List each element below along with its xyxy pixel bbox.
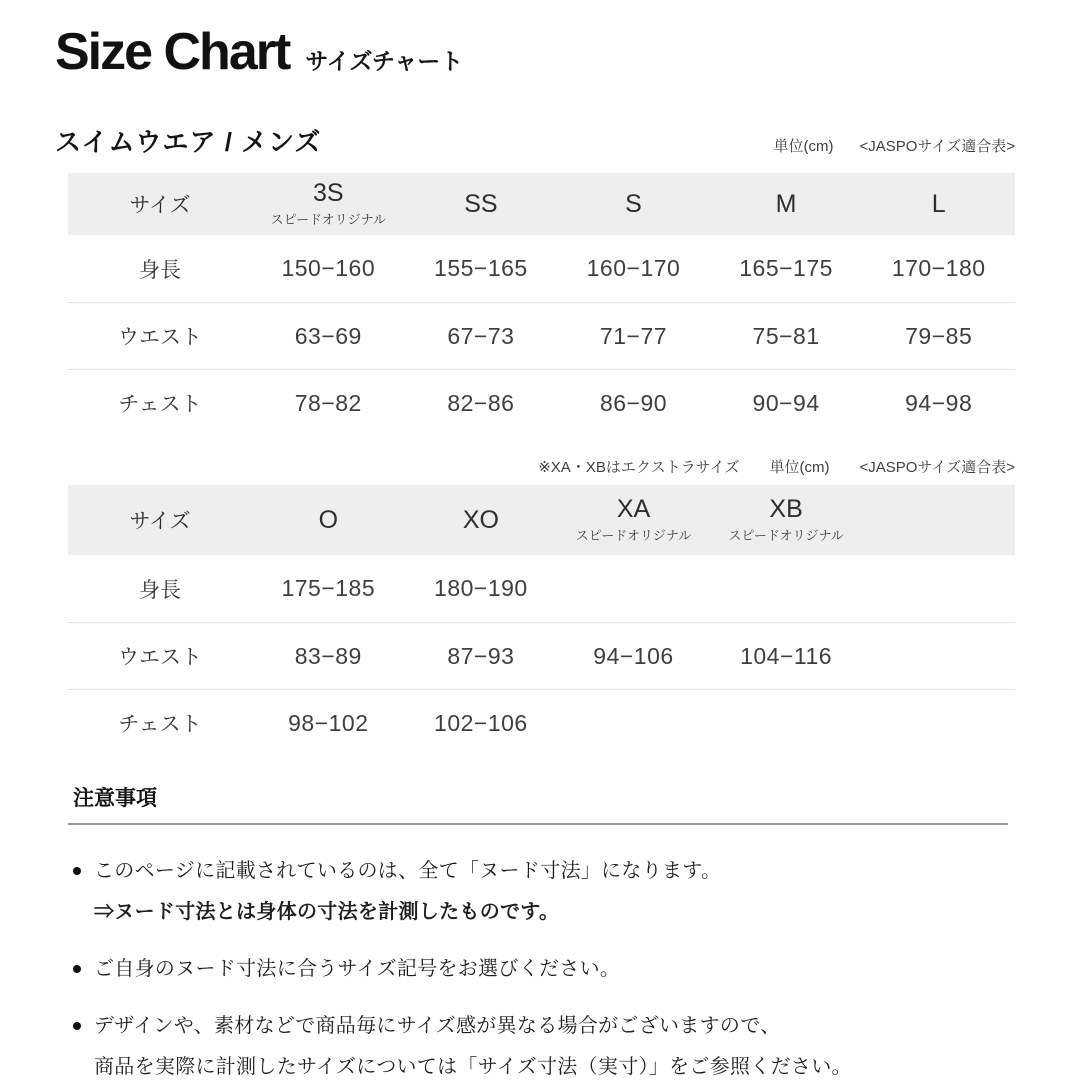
section-header: [55, 122, 1015, 159]
cell-waist-3s: 63−69: [294, 322, 362, 349]
cell-waist-m: 75−81: [752, 322, 820, 349]
table1-unit-notes: [773, 135, 1015, 159]
row-label-height: 身長: [139, 258, 181, 282]
note-3-line-1: デザインや、素材などで商品毎にサイズ感が異なる場合がございますので、: [94, 1015, 781, 1037]
header-col-xa: XA スピードオリジナル: [575, 494, 692, 544]
list-item: [73, 851, 1008, 933]
cell-height-ss: 155−165: [434, 255, 528, 281]
header-col-s: S: [625, 189, 642, 218]
page-header: [55, 22, 1015, 82]
header-size-label: サイズ: [129, 194, 191, 217]
cell-waist-ss: 67−73: [447, 322, 515, 349]
cell-height-o: 175−185: [281, 575, 376, 601]
cell-height-m: 165−175: [739, 255, 833, 281]
size-table-main-header: [68, 173, 1015, 235]
cell-chest-3s: 78−82: [294, 389, 362, 416]
cell-waist-xb: 104−116: [740, 642, 833, 669]
cell-height-3s: 150−160: [281, 255, 376, 281]
header-col-3s: 3S スピードオリジナル: [270, 178, 387, 228]
header-col-m: M: [775, 189, 797, 218]
header2-size-label: サイズ: [129, 510, 191, 533]
size-table-main: [68, 173, 1015, 436]
header-col-o: O: [318, 505, 339, 534]
note-3-line-2: 商品を実際に計測したサイズについては「サイズ寸法（実寸）」をご参照ください。: [94, 1056, 852, 1078]
table2-unit-notes: [55, 456, 1015, 477]
cell-waist-l: 79−85: [905, 322, 973, 349]
cell-waist-o: 83−89: [294, 642, 362, 669]
size-table-extra: [68, 485, 1015, 756]
list-item: [73, 1006, 1008, 1088]
cell-chest-ss: 82−86: [447, 389, 515, 416]
table-row-waist: [68, 302, 1015, 369]
table-row-chest: [68, 369, 1015, 436]
cell-waist-xo: 87−93: [447, 642, 515, 669]
note-1-line-2: ⇒ヌード寸法とは身体の寸法を計測したものです。: [94, 901, 560, 923]
row2-label-chest: チェスト: [118, 713, 202, 736]
table2-row-waist: [68, 622, 1015, 689]
note-1-line-1: このページに記載されているのは、全て「ヌード寸法」になります。: [94, 860, 722, 882]
bullet-icon: [73, 867, 81, 875]
cautions-list: [73, 851, 1008, 1088]
page-title-ja: サイズチャート: [305, 48, 464, 74]
table2-row-height: [68, 555, 1015, 622]
cell-height-xo: 180−190: [434, 575, 528, 601]
cell-waist-s: 71−77: [599, 322, 668, 349]
note-2-line-1: ご自身のヌード寸法に合うサイズ記号をお選びください。: [94, 958, 621, 980]
cell-chest-m: 90−94: [752, 389, 820, 416]
table2-extra-size-note: ※XA・XBはエクストラサイズ: [538, 459, 740, 476]
row-label-waist: ウエスト: [118, 326, 202, 349]
cell-waist-xa: 94−106: [593, 642, 674, 669]
cautions-heading: 注意事項: [73, 787, 157, 810]
table1-jaspo-label: <JASPOサイズ適合表>: [859, 138, 1015, 155]
header-col-xa-sub: スピードオリジナル: [575, 528, 692, 544]
header-col-ss: SS: [464, 189, 498, 218]
table-row-height: [68, 235, 1015, 302]
cautions-section: [68, 782, 1008, 1088]
bullet-icon: [73, 965, 81, 973]
size-table-extra-header: [68, 485, 1015, 555]
cell-height-l: 170−180: [891, 255, 986, 281]
table2-unit-label: 単位(cm): [769, 459, 830, 476]
cell-chest-l: 94−98: [905, 389, 973, 416]
row-label-chest: チェスト: [118, 393, 202, 416]
table1-unit-label: 単位(cm): [773, 138, 834, 155]
table2-row-chest: [68, 689, 1015, 756]
section-title: スイムウエア / メンズ: [55, 127, 322, 157]
cautions-divider: [68, 823, 1008, 825]
bullet-icon: [73, 1022, 81, 1030]
cell-chest-o: 98−102: [288, 709, 369, 736]
cell-height-s: 160−170: [586, 255, 681, 281]
list-item: [73, 949, 1008, 990]
cell-chest-s: 86−90: [599, 389, 668, 416]
header-col-3s-sub: スピードオリジナル: [270, 212, 387, 228]
table2-jaspo-label: <JASPOサイズ適合表>: [859, 459, 1015, 476]
header-col-xb: XB スピードオリジナル: [728, 494, 844, 544]
header-col-l: L: [931, 189, 946, 218]
page-title: Size Chart: [55, 23, 290, 81]
header-col-xb-sub: スピードオリジナル: [728, 528, 844, 544]
header-col-xo: XO: [462, 505, 499, 534]
row2-label-height: 身長: [139, 578, 181, 602]
cell-chest-xo: 102−106: [434, 709, 528, 736]
row2-label-waist: ウエスト: [118, 646, 202, 669]
